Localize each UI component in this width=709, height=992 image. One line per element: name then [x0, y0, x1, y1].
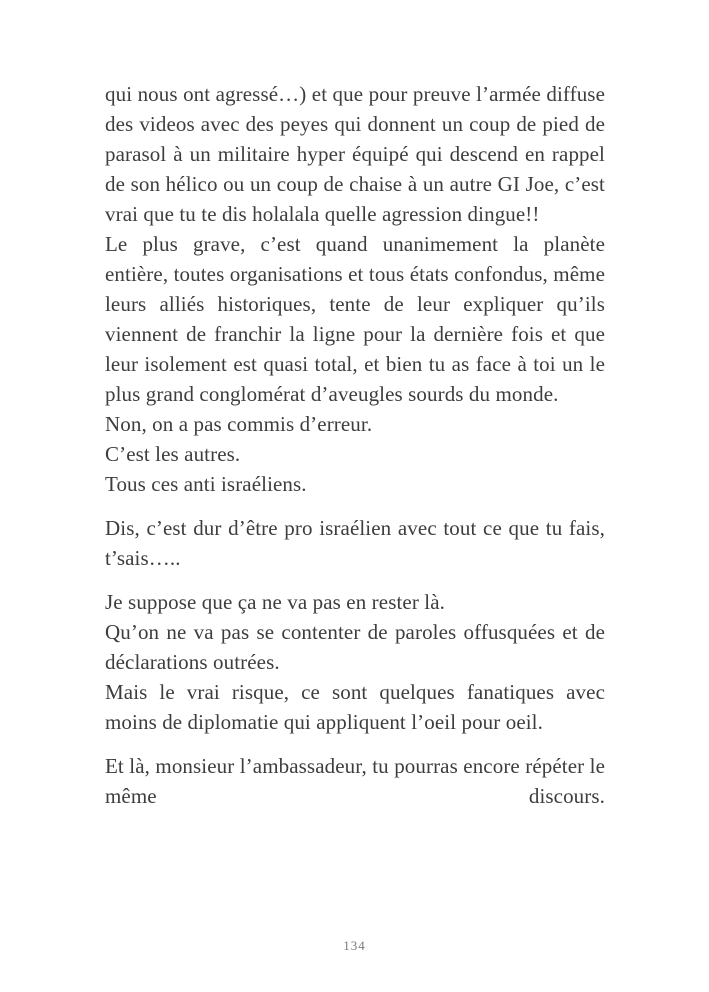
paragraph: Dis, c’est dur d’être pro israélien avec tout ce que tu fais, t’sais…..	[105, 516, 605, 570]
page-number: 134	[343, 938, 366, 953]
paragraph: Et là, monsieur l’ambassadeur, tu pourras encore répéter le même discours.	[105, 754, 605, 808]
paragraph: qui nous ont agressé…) et que pour preuve l’armée diffuse des videos avec des peyes qui donnent un coup de pied de parasol à un militaire hyper équipé qui descend en rappel de son hélico ou un coup de chaise à un autre GI Joe, c’est vrai que tu te dis holalala quelle agression dingue!!	[105, 82, 605, 226]
paragraph: Mais le vrai risque, ce sont quelques fanatiques avec moins de diplomatie qui appliquent l’oeil pour oeil.	[105, 680, 605, 734]
paragraph: Je suppose que ça ne va pas en rester là.	[105, 590, 445, 614]
paragraph: Tous ces anti israéliens.	[105, 472, 307, 496]
paragraph: Non, on a pas commis d’erreur.	[105, 412, 373, 436]
text-block	[105, 79, 605, 811]
paragraph: Qu’on ne va pas se contenter de paroles offusquées et de déclarations outrées.	[105, 620, 605, 674]
paragraph: Le plus grave, c’est quand unanimement la planète entière, toutes organisations et tous états confondus, même leurs alliés historiques, tente de leur expliquer qu’ils viennent de franchir la ligne pour la dernière fois et que leur isolement est quasi total, et bien tu as face à toi un le plus grand conglomérat d’aveugles sourds du monde.	[105, 232, 605, 406]
paragraph: C’est les autres.	[105, 442, 241, 466]
